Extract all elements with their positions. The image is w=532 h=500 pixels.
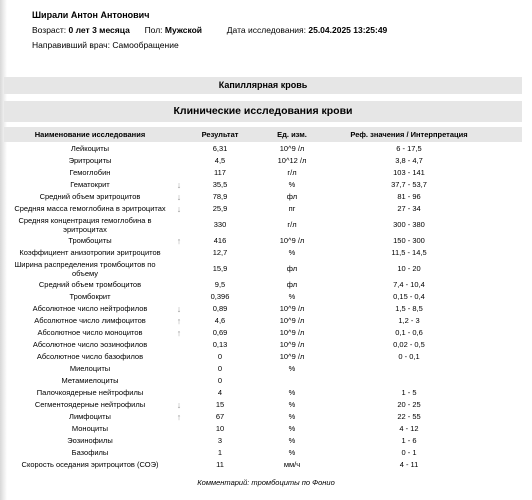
patient-details-row [32, 25, 387, 35]
doctor-value: Самообращение [112, 40, 179, 50]
unit-value: % [288, 364, 296, 373]
reference-value: 7,4 - 10,4 [393, 280, 425, 289]
reference-value: 4 - 11 [399, 460, 419, 469]
comment: Комментарий: тромбоциты по Фонио [197, 478, 335, 487]
unit-value: 10^9 /л [279, 316, 305, 325]
test-name: Ширина распределения тромбоцитов по объему [14, 260, 156, 278]
test-name: Лимфоциты [69, 412, 111, 421]
result-value: 0 [217, 364, 223, 373]
result-value: 0,396 [210, 292, 230, 301]
result-value: 330 [213, 220, 227, 229]
test-name: Палочкоядерные нейтрофилы [36, 388, 144, 397]
test-name: Миелоциты [69, 364, 111, 373]
table-row [4, 203, 522, 215]
test-name: Гемоглобин [69, 168, 111, 177]
result-value: 11 [216, 460, 224, 469]
arrow-up-icon: ↑ [176, 236, 182, 246]
reference-value: 0 - 0,1 [398, 352, 420, 361]
result-value: 0,13 [212, 340, 228, 349]
reference-value: 1,2 - 3 [398, 316, 420, 325]
doctor-label: Направивший врач: [32, 40, 110, 50]
result-value: 0,89 [212, 304, 228, 313]
test-name: Гематокрит [70, 180, 110, 189]
arrow-down-icon: ↓ [176, 192, 182, 202]
test-name: Средний объем тромбоцитов [38, 280, 142, 289]
result-value: 6,31 [212, 144, 228, 153]
table-row [4, 351, 522, 363]
unit-value: пг [288, 204, 296, 213]
result-value: 0 [217, 352, 223, 361]
unit-value: % [288, 424, 296, 433]
unit-value: % [288, 292, 296, 301]
table-row [4, 279, 522, 291]
doctor-row [32, 40, 387, 50]
arrow-down-icon: ↓ [176, 400, 182, 410]
table-row [4, 235, 522, 247]
result-value: 9,5 [214, 280, 226, 289]
test-name: Лейкоциты [70, 144, 110, 153]
arrow-up-icon: ↑ [176, 316, 182, 326]
unit-value: % [288, 180, 296, 189]
table-row [4, 291, 522, 303]
reference-value: 300 - 380 [393, 220, 425, 229]
arrow-down-icon: ↓ [176, 180, 182, 190]
results-table [4, 143, 522, 471]
result-value: 4,6 [214, 316, 226, 325]
unit-value: г/л [287, 168, 297, 177]
test-name: Абсолютное число нейтрофилов [32, 304, 148, 313]
test-name: Абсолютное число моноцитов [37, 328, 143, 337]
reference-value: 0 - 1 [401, 448, 417, 457]
reference-value: 3,8 - 4,7 [395, 156, 423, 165]
unit-value: % [288, 412, 296, 421]
test-name: Эритроциты [68, 156, 112, 165]
reference-value: 4 - 12 [399, 424, 419, 433]
table-row [4, 215, 522, 235]
unit-value: 10^9 /л [279, 340, 305, 349]
table-row [4, 459, 522, 471]
table-row [4, 327, 522, 339]
test-name: Базофилы [71, 448, 109, 457]
table-row [4, 247, 522, 259]
result-value: 15,9 [212, 264, 228, 273]
result-value: 67 [215, 412, 225, 421]
unit-value: 10^9 /л [279, 328, 305, 337]
unit-value: фл [286, 192, 298, 201]
arrow-down-icon: ↓ [176, 304, 182, 314]
test-name: Тромбокрит [69, 292, 111, 301]
reference-value: 1 - 5 [401, 388, 417, 397]
test-name: Абсолютное число лимфоцитов [34, 316, 146, 325]
table-row [4, 191, 522, 203]
table-row [4, 411, 522, 423]
unit-value: % [288, 448, 296, 457]
reference-value: 103 - 141 [393, 168, 425, 177]
unit-value: % [288, 248, 296, 257]
unit-value: % [288, 436, 296, 445]
date-label: Дата исследования: [226, 25, 306, 35]
table-row [4, 303, 522, 315]
test-name: Эозинофилы [67, 436, 113, 445]
unit-value: % [288, 388, 296, 397]
unit-value: 10^12 /л [277, 156, 307, 165]
table-row [4, 179, 522, 191]
unit-value: фл [286, 280, 298, 289]
table-row [4, 259, 522, 279]
arrow-up-icon: ↑ [176, 412, 182, 422]
table-row [4, 167, 522, 179]
test-name: Средняя концентрация гемоглобина в эритроцитах [18, 216, 152, 234]
unit-value: г/л [287, 220, 297, 229]
reference-value: 0,02 - 0,5 [393, 340, 425, 349]
result-value: 15 [215, 400, 225, 409]
result-value: 117 [214, 168, 226, 177]
reference-value: 0,1 - 0,6 [395, 328, 423, 337]
column-header-result: Результат [201, 130, 239, 139]
table-row [4, 339, 522, 351]
sex-value: Мужской [164, 25, 203, 35]
unit-value: 10^9 /л [279, 144, 305, 153]
reference-value: 81 - 96 [397, 192, 421, 201]
reference-value: 20 - 25 [397, 400, 421, 409]
table-row [4, 399, 522, 411]
reference-value: 1,5 - 8,5 [395, 304, 423, 313]
result-value: 0,69 [212, 328, 228, 337]
result-value: 416 [213, 236, 227, 245]
test-name: Коэффициент анизотропии эритроцитов [19, 248, 161, 257]
result-value: 3 [217, 436, 223, 445]
arrow-down-icon: ↓ [176, 204, 182, 214]
table-row [4, 375, 522, 387]
reference-value: 27 - 34 [397, 204, 421, 213]
table-row [4, 447, 522, 459]
test-name: Тромбоциты [68, 236, 112, 245]
column-header-reference: Реф. значения / Интерпретация [350, 130, 468, 139]
result-value: 25,9 [212, 204, 228, 213]
reference-value: 22 - 55 [397, 412, 421, 421]
test-name: Метамиелоциты [61, 376, 119, 385]
table-row [4, 423, 522, 435]
test-name: Скорость оседания эритроцитов (СОЭ) [21, 460, 159, 469]
test-name: Средняя масса гемоглобина в эритроцитах [14, 204, 166, 213]
result-value: 78,9 [212, 192, 228, 201]
result-value: 0 [217, 376, 223, 385]
arrow-up-icon: ↑ [176, 328, 182, 338]
reference-value: 6 - 17,5 [396, 144, 422, 153]
age-label: Возраст: [32, 25, 67, 35]
column-header-unit: Ед. изм. [277, 130, 307, 139]
table-row [4, 143, 522, 155]
table-row [4, 315, 522, 327]
result-value: 4,5 [214, 156, 226, 165]
unit-value: фл [286, 264, 298, 273]
table-row [4, 155, 522, 167]
table-row [4, 435, 522, 447]
test-name: Абсолютное число эозинофилов [32, 340, 148, 349]
patient-name: Ширали Антон Антонович [32, 10, 150, 20]
column-header-name: Наименование исследования [34, 130, 146, 139]
result-value: 10 [215, 424, 225, 433]
reference-value: 1 - 6 [401, 436, 417, 445]
sex-label: Пол: [144, 25, 163, 35]
result-value: 1 [217, 448, 223, 457]
test-name: Сегментоядерные нейтрофилы [34, 400, 146, 409]
age-value: 0 лет 3 месяца [68, 25, 130, 35]
table-row [4, 387, 522, 399]
reference-value: 11,5 - 14,5 [391, 248, 427, 257]
unit-value: % [288, 400, 296, 409]
unit-value: мм/ч [283, 460, 301, 469]
unit-value: 10^9 /л [279, 236, 305, 245]
patient-info [32, 10, 387, 55]
test-name: Средний объем эритроцитов [39, 192, 141, 201]
result-value: 12,7 [212, 248, 228, 257]
reference-value: 10 - 20 [397, 264, 421, 273]
result-value: 35,5 [212, 180, 228, 189]
test-name: Абсолютное число базофилов [36, 352, 144, 361]
unit-value: 10^9 /л [279, 352, 305, 361]
result-value: 4 [217, 388, 223, 397]
reference-value: 37,7 - 53,7 [391, 180, 427, 189]
reference-value: 150 - 300 [393, 236, 425, 245]
date-value: 25.04.2025 13:25:49 [308, 25, 388, 35]
table-row [4, 363, 522, 375]
subsection-title: Клинические исследования крови [4, 101, 522, 122]
test-name: Моноциты [71, 424, 109, 433]
reference-value: 0,15 - 0,4 [393, 292, 425, 301]
unit-value: 10^9 /л [279, 304, 305, 313]
table-header [4, 127, 522, 142]
section-title: Капиллярная кровь [4, 77, 522, 94]
